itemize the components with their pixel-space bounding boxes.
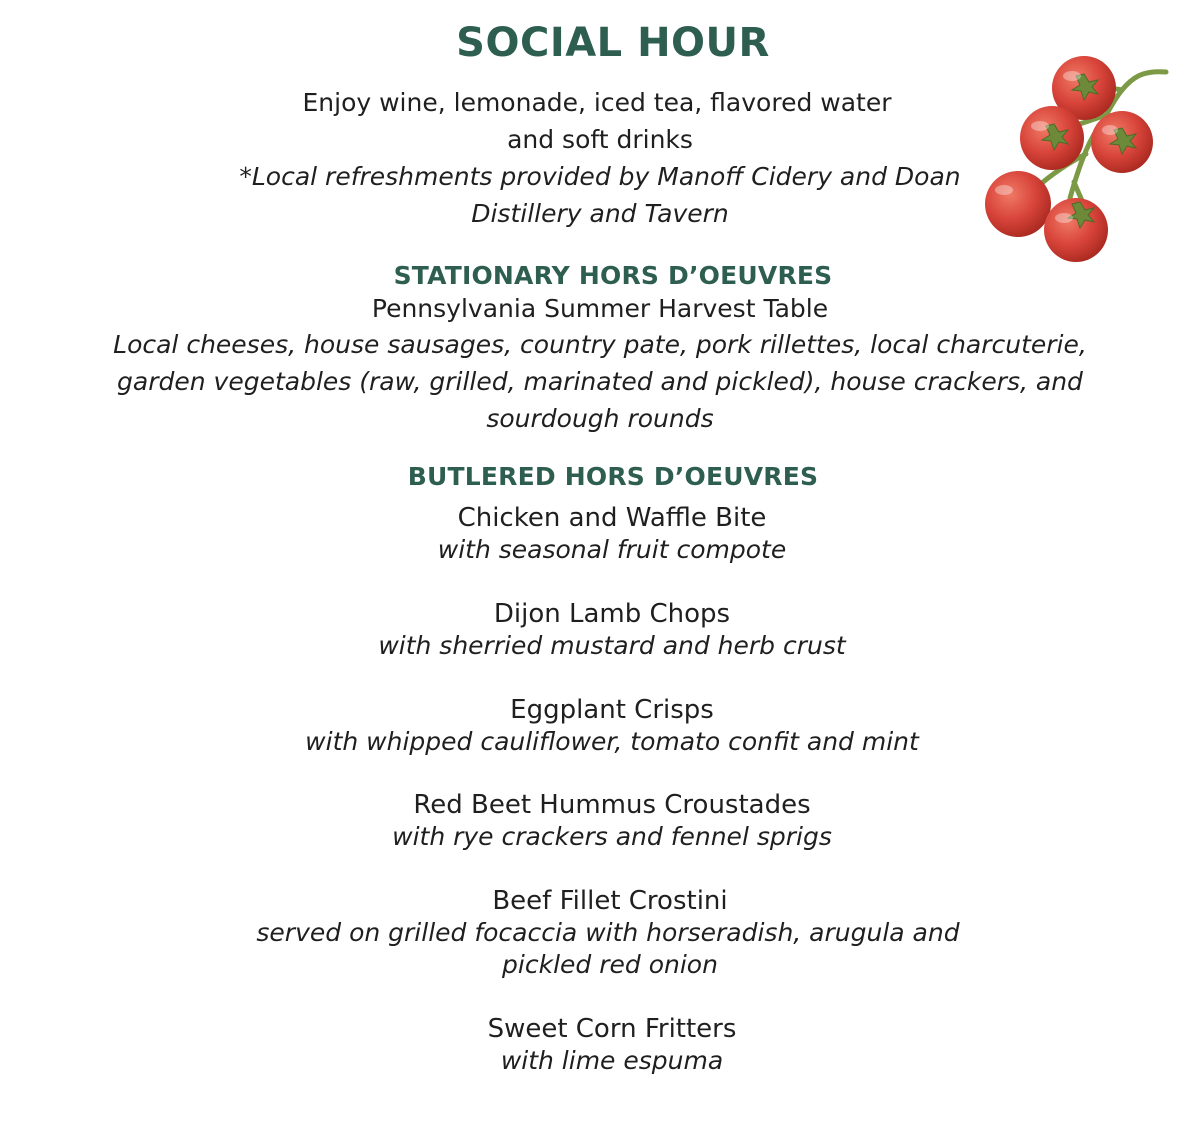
stationary-desc-line: sourdough rounds [486, 404, 714, 433]
menu-item-desc: with lime espuma [500, 1046, 724, 1075]
drinks-line: Enjoy wine, lemonade, iced tea, flavored water [302, 88, 892, 117]
menu-item [12, 694, 1200, 758]
stationary-section [0, 260, 1200, 437]
section-heading-butlered: BUTLERED HORS D’OEUVRES [407, 462, 819, 491]
menu-item [8, 885, 1200, 981]
menu-item-desc: with sherried mustard and herb crust [378, 631, 846, 660]
menu-item-name: Dijon Lamb Chops [493, 599, 731, 629]
menu-item-desc: served on grilled focaccia with horseradish, arugula and [256, 918, 960, 947]
menu-item-name: Red Beet Hummus Croustades [413, 790, 811, 820]
menu-item [12, 598, 1200, 662]
menu-item [12, 789, 1200, 853]
menu-item-desc: with whipped cauliflower, tomato confit and mint [305, 727, 919, 756]
drinks-note-line: Distillery and Tavern [471, 199, 729, 228]
section-heading-stationary: STATIONARY HORS D’OEUVRES [393, 261, 833, 290]
menu-item-name: Chicken and Waffle Bite [457, 503, 767, 533]
butlered-section [13, 461, 1200, 501]
page-title: SOCIAL HOUR [456, 20, 770, 66]
menu-item-name: Sweet Corn Fritters [487, 1014, 737, 1044]
menu-item-name: Eggplant Crisps [510, 695, 714, 725]
stationary-desc-line: garden vegetables (raw, grilled, marinated and pickled), house crackers, and [117, 367, 1083, 396]
menu-item-desc: with seasonal fruit compote [437, 535, 787, 564]
menu-item [12, 1013, 1200, 1077]
drinks-note-line: *Local refreshments provided by Manoff Cidery and Doan [239, 162, 961, 191]
menu-item-name: Beef Fillet Crostini [492, 886, 728, 916]
menu-item [12, 502, 1200, 566]
stationary-item-name: Pennsylvania Summer Harvest Table [371, 294, 829, 323]
menu-item-desc: pickled red onion [502, 950, 718, 979]
menu-item-desc: with rye crackers and fennel sprigs [392, 822, 832, 851]
drinks-line: and soft drinks [507, 125, 693, 154]
tomato-vine-illustration-icon [982, 50, 1172, 264]
stationary-desc-line: Local cheeses, house sausages, country pate, pork rillettes, local charcuterie, [113, 330, 1087, 359]
